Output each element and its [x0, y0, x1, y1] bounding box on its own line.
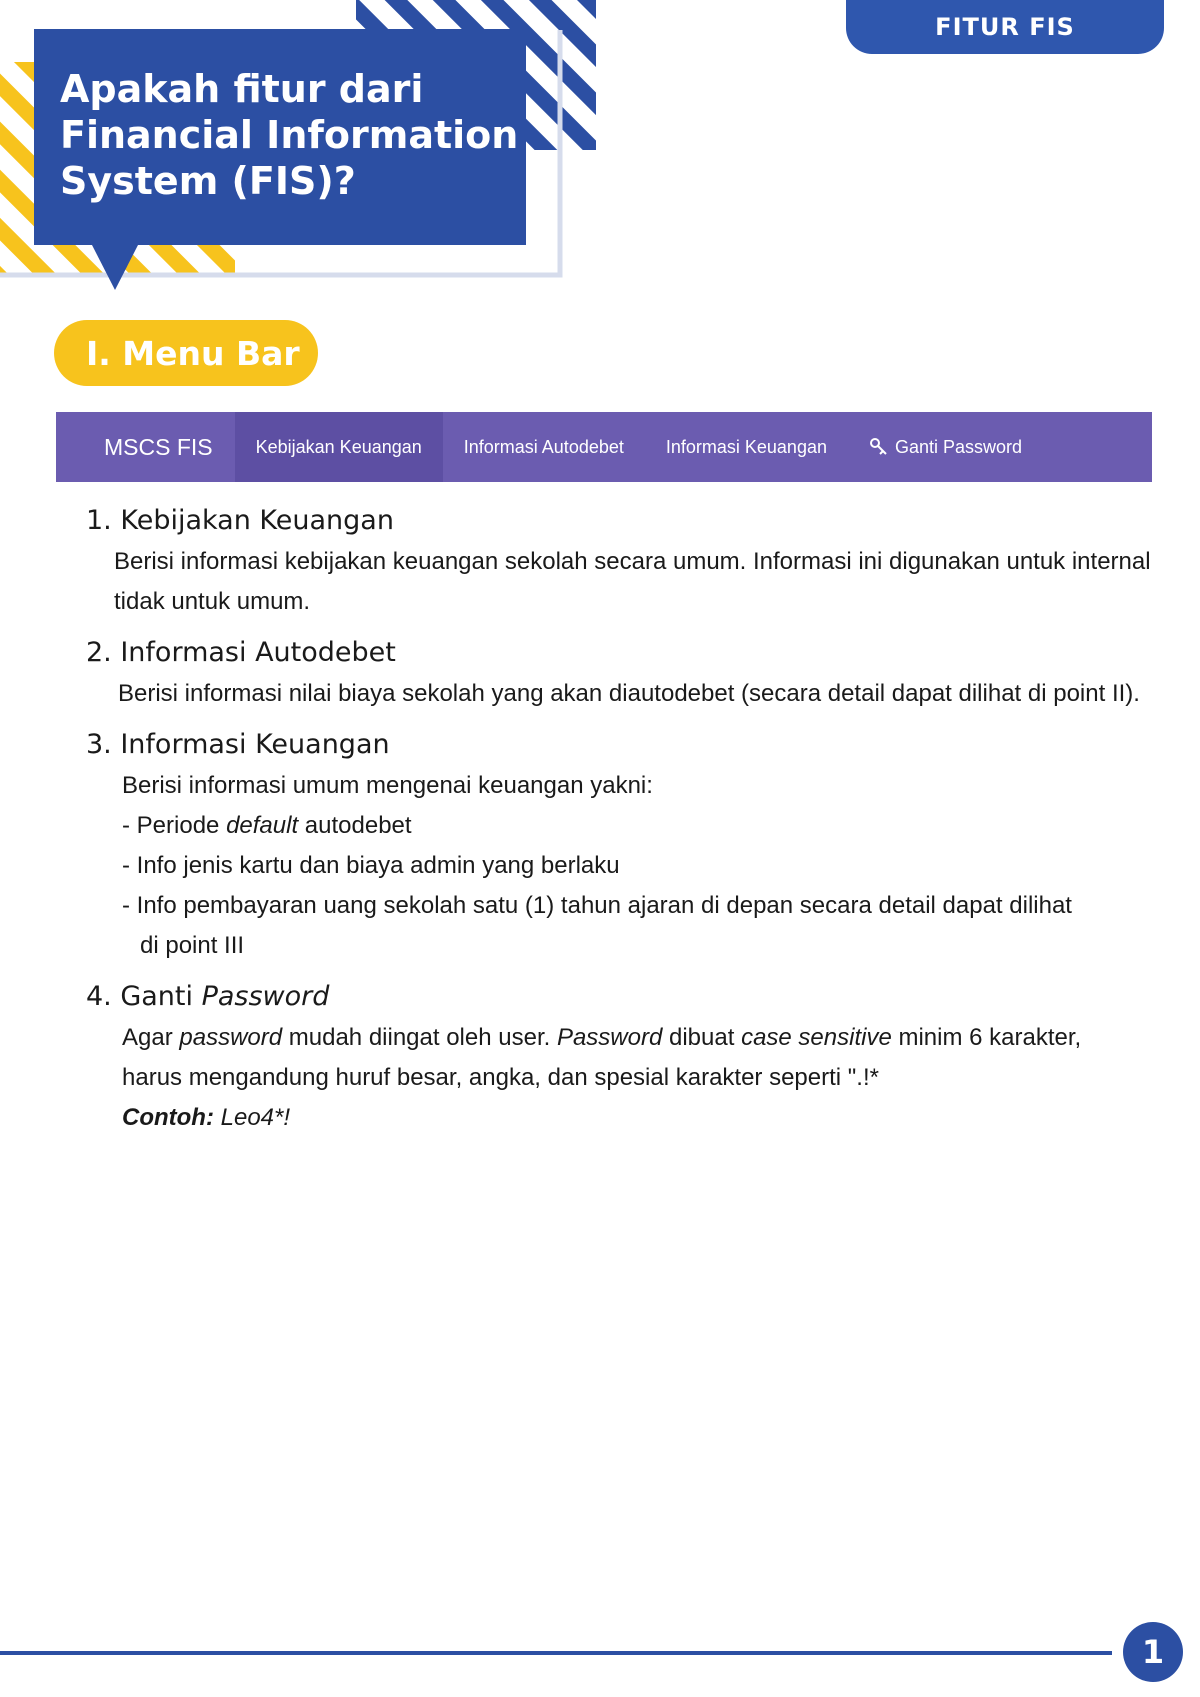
example-label: Contoh: — [122, 1104, 214, 1131]
menu-item-label: Ganti Password — [894, 436, 1023, 457]
text-span: dibuat — [662, 1024, 742, 1051]
page-number: 1 — [1123, 1622, 1183, 1682]
list-item — [86, 632, 1166, 714]
menu-item-informasi-keuangan[interactable]: Informasi Keuangan — [665, 436, 827, 457]
example-line — [122, 1098, 1166, 1138]
item-body: Berisi informasi kebijakan keuangan sekolah secara umum. Informasi ini digunakan untuk internal tidak untuk umum. — [114, 548, 1151, 615]
bullet-item: - Info jenis kartu dan biaya admin yang berlaku — [122, 852, 620, 879]
footer-divider — [0, 1651, 1112, 1655]
menu-item-informasi-autodebet[interactable]: Informasi Autodebet — [463, 436, 624, 457]
item-body — [86, 1018, 1166, 1138]
heading-emphasis: Password — [201, 981, 330, 1012]
bullet-continuation: di point III — [140, 932, 245, 959]
text-span: minim 6 karakter, — [891, 1024, 1082, 1051]
menu-item-ganti-password[interactable] — [848, 412, 1043, 482]
heading-text: 4. Ganti — [86, 981, 202, 1012]
example-value: Leo4*! — [213, 1104, 291, 1131]
content — [86, 500, 1166, 1148]
menu-brand[interactable]: MSCS FIS — [104, 433, 213, 460]
item-heading: 3. Informasi Keuangan — [86, 729, 390, 760]
menu-bar — [56, 412, 1152, 482]
item-body: Berisi informasi nilai biaya sekolah yang akan diautodebet (secara detail dapat dilihat di point II). — [118, 680, 1140, 707]
text-span: mudah diingat oleh user. — [282, 1024, 557, 1051]
menu-item-kebijakan-keuangan[interactable]: Kebijakan Keuangan — [235, 412, 443, 482]
body-line — [122, 1018, 1166, 1058]
item-heading — [86, 976, 1166, 1018]
item-body — [86, 766, 1166, 966]
section-heading: I. Menu Bar — [54, 320, 318, 386]
bullet-text: - Periode — [122, 812, 227, 839]
text-emphasis: Password — [556, 1024, 663, 1051]
page-title: Apakah fitur dari Financial Information System (FIS)? — [60, 67, 519, 203]
list-item — [86, 724, 1166, 966]
list-item — [86, 976, 1166, 1138]
key-icon — [869, 437, 889, 457]
text-emphasis: case sensitive — [741, 1024, 892, 1051]
item-heading: 1. Kebijakan Keuangan — [86, 505, 394, 536]
bullet-emphasis: default — [226, 812, 299, 839]
bullet-text: autodebet — [298, 812, 412, 839]
text-span: Agar — [122, 1024, 180, 1051]
item-intro: Berisi informasi umum mengenai keuangan yakni: — [122, 772, 653, 799]
body-line: harus mengandung huruf besar, angka, dan spesial karakter seperti ".!* — [122, 1064, 879, 1091]
section-tab: FITUR FIS — [846, 0, 1164, 54]
item-heading: 2. Informasi Autodebet — [86, 637, 396, 668]
bullet-item — [122, 806, 1166, 846]
bullet-item: - Info pembayaran uang sekolah satu (1) tahun ajaran di depan secara detail dapat dilihat — [122, 892, 1072, 919]
text-emphasis: password — [179, 1024, 283, 1051]
list-item — [86, 500, 1166, 622]
